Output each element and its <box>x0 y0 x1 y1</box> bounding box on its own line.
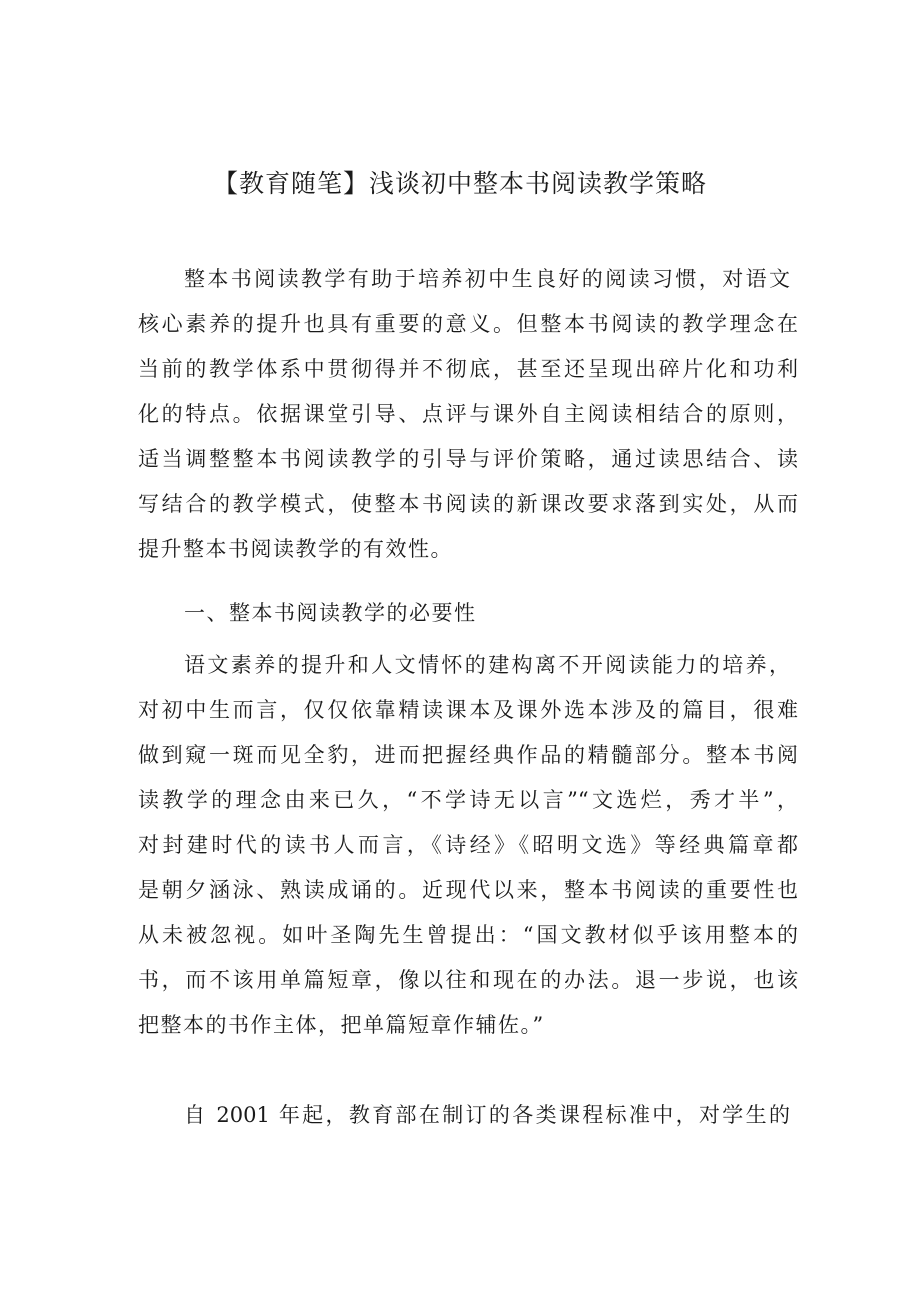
paragraph-1-line: 整本书阅读教学有助于培养初中生良好的阅读习惯，对语文 <box>184 267 790 291</box>
paragraph-2-line: 对封建时代的读书人而言，《诗经》《昭明文选》等经典篇章都 <box>138 833 798 857</box>
paragraph-2-line: 做到窥一斑而见全豹，进而把握经典作品的精髓部分。整本书阅 <box>138 743 798 767</box>
paragraph-2-line: 书，而不该用单篇短章，像以往和现在的办法。退一步说，也该 <box>138 968 798 992</box>
document-title: 【教育随笔】浅谈初中整本书阅读教学策略 <box>212 169 707 198</box>
paragraph-2-line: 把整本的书作主体，把单篇短章作辅佐。” <box>138 1013 545 1037</box>
paragraph-2-line: 从未被忽视。如叶圣陶先生曾提出：“国文教材似乎该用整本的 <box>138 923 798 947</box>
paragraph-1-line: 适当调整整本书阅读教学的引导与评价策略，通过读思结合、读 <box>138 447 798 471</box>
paragraph-2-line: 读教学的理念由来已久，“不学诗无以言”“文选烂，秀才半”， <box>138 788 798 812</box>
paragraph-1-line: 提升整本书阅读教学的有效性。 <box>138 537 453 561</box>
paragraph-1-line: 写结合的教学模式，使整本书阅读的新课改要求落到实处，从而 <box>138 492 798 516</box>
paragraph-1-line: 当前的教学体系中贯彻得并不彻底，甚至还呈现出碎片化和功利 <box>138 357 798 381</box>
paragraph-1-line: 核心素养的提升也具有重要的意义。但整本书阅读的教学理念在 <box>138 312 798 336</box>
paragraph-1-line: 化的特点。依据课堂引导、点评与课外自主阅读相结合的原则， <box>138 402 798 426</box>
paragraph-2-line: 对初中生而言，仅仅依靠精读课本及课外选本涉及的篇目，很难 <box>138 698 798 722</box>
paragraph-2-line: 是朝夕涵泳、熟读成诵的。近现代以来，整本书阅读的重要性也 <box>138 878 798 902</box>
paragraph-3-line: 自 2001 年起，教育部在制订的各类课程标准中，对学生的 <box>184 1103 790 1127</box>
section-heading: 一、整本书阅读教学的必要性 <box>184 601 477 625</box>
paragraph-2-line: 语文素养的提升和人文情怀的建构离不开阅读能力的培养， <box>184 653 790 677</box>
